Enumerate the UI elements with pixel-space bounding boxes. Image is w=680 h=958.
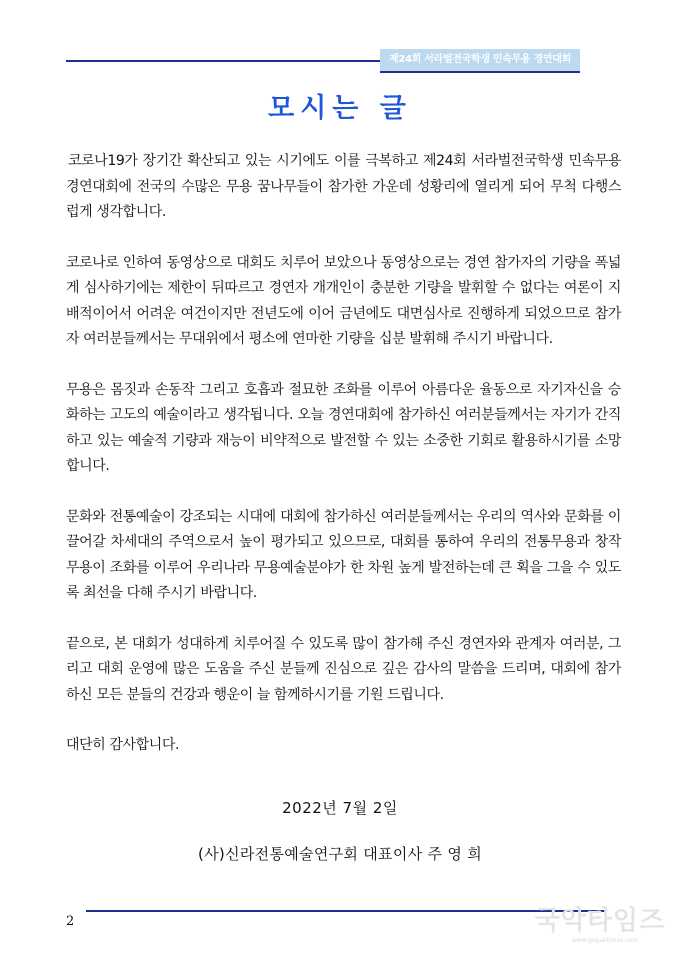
header-rule xyxy=(66,60,380,62)
watermark-logo: 국악타임즈 xyxy=(534,906,666,936)
paragraph-dance-art: 무용은 몸짓과 손동작 그리고 호흡과 절묘한 조화를 이루어 아름다운 율동으로 자기자신을 승화하는 고도의 예술이라고 생각됩니다. 오늘 경연대회에 참가하신 여러분들께서는 자기가 간직하고 있는 예술적 기량과 재능이 비약적으로 발전할 수 있는 소중한 기회로 활용하시기를 소망합니다. xyxy=(66,381,621,474)
event-name-badge: 제24회 서라벌전국학생 민속무용 경연대회 xyxy=(380,49,580,73)
paragraph-covid: 코로나로 인하여 동영상으로 대회도 치루어 보았으나 동영상으로는 경연 참가자의 기량을 폭넓게 심사하기에는 제한이 뒤따르고 경연자 개개인이 충분한 기량을 발휘할 수 없다는 여론이 지배적이어서 어려운 여건이지만 전년도에 이어 금년에도 대면심사로 진행하게 되었으므로 참가자 여러분들께서는 무대위에서 평소에 연마한 기량을 십분 발휘해 주시기 바랍니다. xyxy=(66,254,621,347)
paragraph-intro: 코로나19가 장기간 확산되고 있는 시기에도 이를 극복하고 제24회 서라벌전국학생 민속무용 경연대회에 전국의 수많은 무용 꿈나무들이 참가한 가운데 성황리에 열리게 되어 무척 다행스럽게 생각합니다. xyxy=(66,153,621,220)
paragraph-thanks: 끝으로, 본 대회가 성대하게 치루어질 수 있도록 많이 참가해 주신 경연자와 관계자 여러분, 그리고 대회 운영에 많은 도움을 주신 분들께 진심으로 깊은 감사의 말씀을 드리며, 대회에 참가하신 모든 분들의 건강과 행운이 늘 함께하시기를 기원 드립니다. xyxy=(66,635,621,703)
watermark-url: www.gugaktimes.com xyxy=(571,937,639,944)
footer-rule xyxy=(86,910,606,912)
letter-body xyxy=(66,149,621,784)
letter-signature: (사)신라전통예술연구회 대표이사 주 영 희 xyxy=(197,845,482,863)
page-title: 모시는 글 xyxy=(268,93,412,124)
page-number: 2 xyxy=(66,914,75,929)
paragraph-closing: 대단히 감사합니다. xyxy=(66,737,180,753)
letter-date: 2022년 7월 2일 xyxy=(282,799,398,817)
paragraph-tradition: 문화와 전통예술이 강조되는 시대에 대회에 참가하신 여러분들께서는 우리의 역사와 문화를 이끌어갈 차세대의 주역으로서 높이 평가되고 있으므로, 대회를 통하여 우리의 전통무용과 창작무용이 조화를 이루어 우리나라 무용예술분야가 한 차원 높게 발전하는데 큰 획을 그을 수 있도록 최선을 다해 주시기 바랍니다. xyxy=(66,508,621,601)
